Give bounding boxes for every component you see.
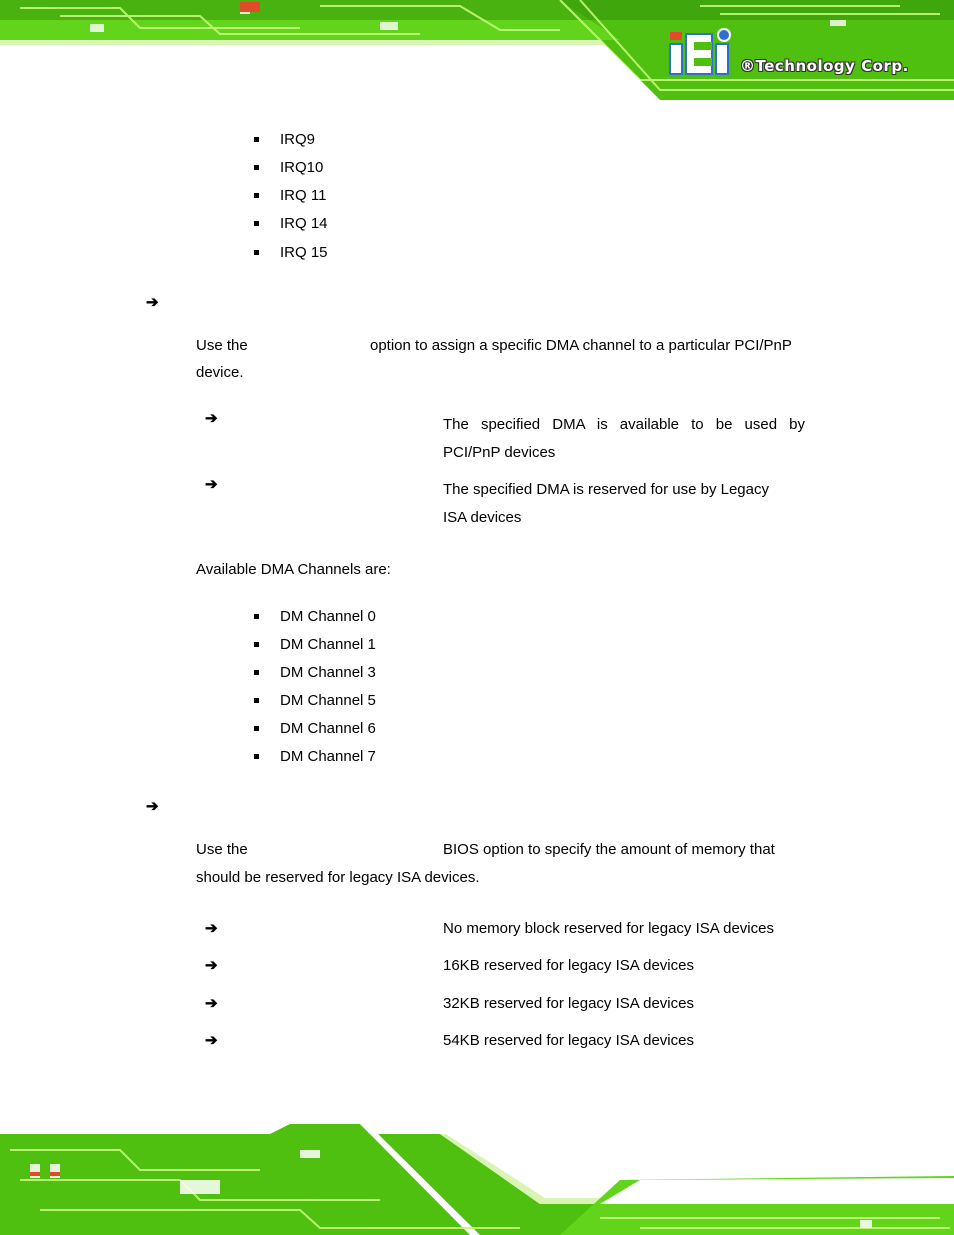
list-item-dma-channel: DM Channel 6	[280, 720, 376, 737]
memory-intro-start: Use the	[196, 841, 248, 858]
dma-option-description: PCI/PnP devices	[443, 444, 556, 461]
list-item-irq: IRQ 15	[280, 244, 328, 261]
dma-option-description: The specified DMA is available to be used by	[443, 416, 805, 433]
option-arrow-icon: ➔	[205, 995, 218, 1012]
list-item-irq: IRQ 11	[280, 187, 327, 204]
memory-option-description: 16KB reserved for legacy ISA devices	[443, 957, 694, 974]
memory-option-description: 32KB reserved for legacy ISA devices	[443, 995, 694, 1012]
memory-option-description: No memory block reserved for legacy ISA devices	[443, 920, 774, 937]
memory-option-description: 54KB reserved for legacy ISA devices	[443, 1032, 694, 1049]
page-header	[0, 0, 954, 112]
memory-intro-end: BIOS option to specify the amount of memory that	[443, 841, 775, 858]
list-item-dma-channel: DM Channel 7	[280, 748, 376, 765]
option-arrow-icon: ➔	[205, 920, 218, 937]
company-name: ®Technology Corp.	[740, 57, 909, 75]
option-arrow-icon: ➔	[205, 476, 218, 493]
dma-option-description: ISA devices	[443, 509, 522, 526]
list-item-dma-channel: DM Channel 1	[280, 636, 376, 653]
section-arrow-icon: ➔	[146, 294, 159, 311]
page-footer	[0, 1120, 954, 1235]
available-channels-label: Available DMA Channels are:	[196, 561, 391, 578]
option-arrow-icon: ➔	[205, 1032, 218, 1049]
list-item-dma-channel: DM Channel 5	[280, 692, 376, 709]
option-arrow-icon: ➔	[205, 410, 218, 427]
list-item-irq: IRQ10	[280, 159, 324, 176]
list-item-irq: IRQ 14	[280, 215, 328, 232]
circuit-board-footer-graphic	[0, 1120, 954, 1235]
section-arrow-icon: ➔	[146, 798, 159, 815]
list-item-irq: IRQ9	[280, 131, 316, 148]
dma-intro-start: Use the	[196, 337, 248, 354]
dma-option-description: The specified DMA is reserved for use by Legacy	[443, 481, 769, 498]
list-item-dma-channel: DM Channel 3	[280, 664, 376, 681]
option-arrow-icon: ➔	[205, 957, 218, 974]
dma-intro-end: option to assign a specific DMA channel to a particular PCI/PnP	[370, 337, 792, 354]
dma-intro-line2: device.	[196, 364, 244, 381]
list-item-dma-channel: DM Channel 0	[280, 608, 376, 625]
memory-intro-line2: should be reserved for legacy ISA devices.	[196, 869, 480, 886]
